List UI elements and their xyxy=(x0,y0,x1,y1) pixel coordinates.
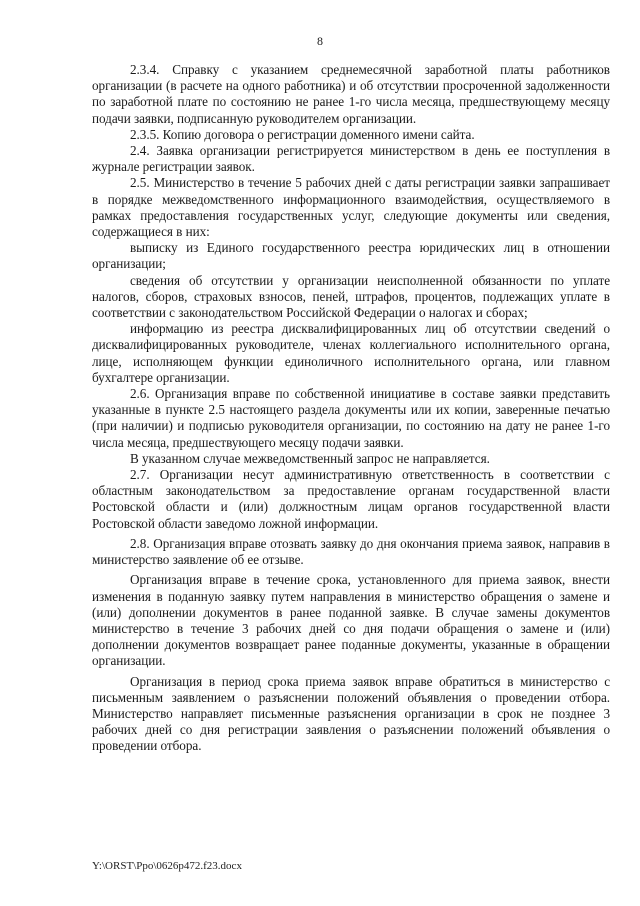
footer-file-path: Y:\ORST\Ppo\0626p472.f23.docx xyxy=(92,860,242,872)
document-body xyxy=(92,62,610,755)
paragraph-2-3-4: 2.3.4. Справку с указанием среднемесячной заработной платы работников организации (в расчете на одного работника) и об отсутствии просроченной задолженности по заработной плате по состоянию не ранее 1-го числа месяца, предшествующему месяцу подачи заявки, подписанную руководителем организации. xyxy=(92,62,610,126)
list-item-tax-debt-info: сведения об отсутствии у организации неисполненной обязанности по уплате налогов, сборов, страховых взносов, пеней, штрафов, процентов, подлежащих уплате в соответствии с законодательством Российской Федерации о налогах и сборах; xyxy=(92,272,610,321)
paragraph-2-7: 2.7. Организации несут административную ответственность в соответствии с областным законодательством за предоставление органам государственной власти Ростовской области и (или) должностным лицам органов государственной власти Ростовской области заведомо ложной информации. xyxy=(92,467,610,531)
paragraph-2-4: 2.4. Заявка организации регистрируется министерством в день ее поступления в журнале регистрации заявок. xyxy=(92,143,610,175)
paragraph-2-5: 2.5. Министерство в течение 5 рабочих дней с даты регистрации заявки запрашивает в порядке межведомственного информационного взаимодействия, осуществляемого в рамках предоставления государственных услуг, следующие документы или сведения, содержащиеся в них: xyxy=(92,175,610,240)
list-item-egrul-extract: выписку из Единого государственного реестра юридических лиц в отношении организации; xyxy=(92,240,610,272)
paragraph-application-changes: Организация вправе в течение срока, установленного для приема заявок, внести изменения в поданную заявку путем направления в министерство обращения о замене и (или) дополнении документов в ранее поданной заявке. В случае замены документов министерство в течение 3 рабочих дней со дня подачи обращения о замене и (или) дополнении документов возвращает ранее поданные документы, указанные в обращении организации. xyxy=(92,572,610,669)
paragraph-interagency-request-note: В указанном случае межведомственный запрос не направляется. xyxy=(130,450,490,466)
paragraph-clarification-request: Организация в период срока приема заявок вправе обратиться в министерство с письменным заявлением о разъяснении положений объявления о проведении отбора. Министерство направляет письменные разъяснения организации в срок не позднее 3 рабочих дней со дня регистрации заявления о разъяснении положений объявления о проведении отбора. xyxy=(92,673,610,754)
paragraph-2-3-5: 2.3.5. Копию договора о регистрации доменного имени сайта. xyxy=(130,126,475,142)
page-number: 8 xyxy=(317,34,323,48)
paragraph-2-6: 2.6. Организация вправе по собственной инициативе в составе заявки представить указанные в пункте 2.5 настоящего раздела документы или их копии, заверенные печатью (при наличии) и подписью руководителя организации, по состоянию на дату не ранее 1-го числа месяца, предшествующего месяцу подачи заявки. xyxy=(92,386,610,450)
paragraph-2-8: 2.8. Организация вправе отозвать заявку до дня окончания приема заявок, направив в министерство заявление об ее отзыве. xyxy=(92,535,610,568)
list-item-disqualified-registry: информацию из реестра дисквалифицированных лиц об отсутствии сведений о дисквалифицированных руководителе, членах коллегиального исполнительного органа, лице, исполняющем функции единоличного исполнительного органа, или главном бухгалтере организации. xyxy=(92,321,610,385)
